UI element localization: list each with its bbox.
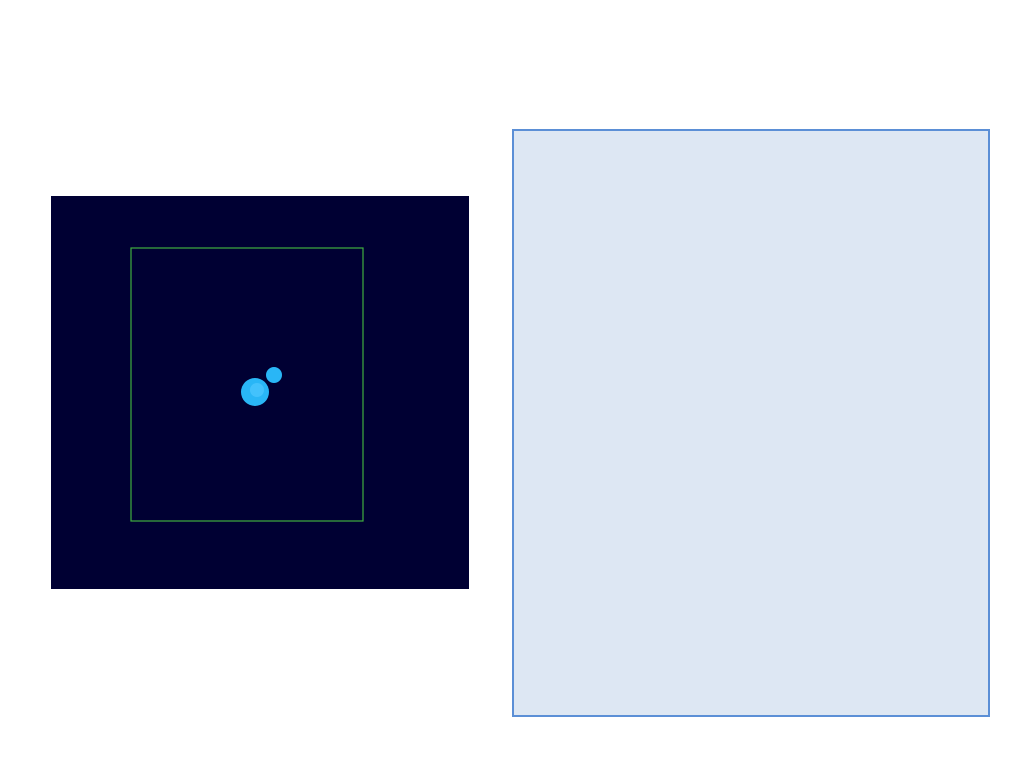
simulation-image (51, 196, 469, 589)
psrd-logo (42, 722, 46, 752)
text-box (512, 129, 990, 717)
earth-body-core (250, 383, 264, 397)
impactor-body (266, 367, 282, 383)
